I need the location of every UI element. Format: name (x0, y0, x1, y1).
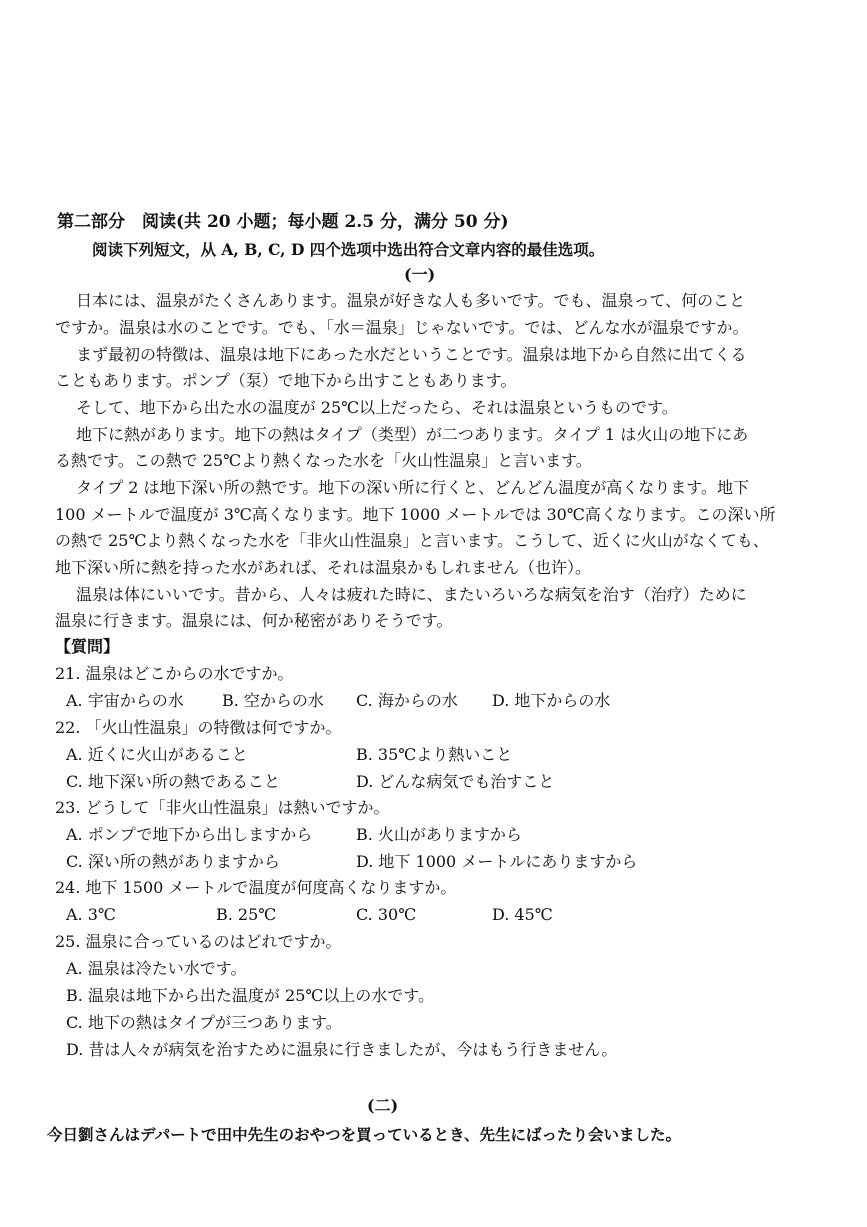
passage2-first-line: 今日劉さんはデパートで田中先生のおやつを買っているとき、先生にばったり会いました。 (47, 1125, 681, 1144)
passage-line: 温泉は体にいいです。昔から、人々は疲れた時に、またいろいろな病気を治す（治疗）ために (76, 585, 747, 604)
passage1-number: (一) (404, 265, 436, 284)
answer-option[interactable]: B. 火山がありますから (356, 825, 522, 844)
passage-line: まず最初の特徴は、温泉は地下にあった水だということです。温泉は地下から自然に出てくる (76, 345, 747, 364)
passage-line: そして、地下から出た水の温度が 25℃以上だったら、それは温泉というものです。 (76, 398, 678, 417)
passage-line: 100 メートルで温度が 3℃高くなります。地下 1000 メートルでは 30℃高くなります。この深い所 (55, 505, 776, 524)
answer-option[interactable]: D. 地下からの水 (492, 691, 611, 710)
answer-option[interactable]: C. 地下深い所の熱であること (66, 772, 280, 791)
passage2-number: (二) (367, 1096, 399, 1115)
questions-heading: 【質問】 (55, 637, 120, 656)
passage-line: の熱で 25℃より熱くなった水を「非火山性温泉」と言います。こうして、近くに火山がなくても、 (55, 531, 769, 550)
answer-option[interactable]: C. 深い所の熱がありますから (66, 852, 280, 871)
answer-option[interactable]: A. 温泉は冷たい水です。 (66, 959, 247, 978)
answer-option[interactable]: D. 地下 1000 メートルにありますから (356, 852, 638, 871)
answer-option[interactable]: B. 25℃ (216, 905, 277, 924)
question-stem: 23. どうして「非火山性温泉」は熱いですか。 (55, 798, 390, 817)
answer-option[interactable]: D. どんな病気でも治すこと (356, 772, 555, 791)
passage-line: 温泉に行きます。温泉には、何か秘密がありそうです。 (55, 611, 453, 630)
passage-line: 日本には、温泉がたくさんあります。温泉が好きな人も多いです。でも、温泉って、何のこと (76, 291, 746, 310)
question-stem: 21. 温泉はどこからの水ですか。 (55, 664, 294, 683)
answer-option[interactable]: B. 空からの水 (222, 691, 324, 710)
answer-option[interactable]: A. 宇宙からの水 (66, 691, 184, 710)
answer-option[interactable]: C. 地下の熱はタイプが三つあります。 (66, 1013, 342, 1032)
answer-option[interactable]: A. 3℃ (66, 905, 116, 924)
answer-option[interactable]: A. ポンプで地下から出しますから (66, 825, 313, 844)
question-stem: 24. 地下 1500 メートルで温度が何度高くなりますか。 (55, 878, 457, 897)
passage-line: 地下に熱があります。地下の熱はタイプ（类型）が二つあります。タイプ 1 は火山の地下にあ (76, 425, 749, 444)
passage-line: タイプ 2 は地下深い所の熱です。地下の深い所に行くと、どんどん温度が高くなります。地下 (76, 478, 749, 497)
question-stem: 22. 「火山性温泉」の特徴は何ですか。 (55, 718, 342, 737)
answer-option[interactable]: B. 35℃より熱いこと (356, 745, 513, 764)
passage-line: ですか。温泉は水のことです。でも、「水＝温泉」じゃないです。では、どんな水が温泉ですか。 (55, 318, 749, 337)
answer-option[interactable]: D. 45℃ (492, 905, 553, 924)
question-stem: 25. 温泉に合っているのはどれですか。 (55, 932, 342, 951)
answer-option[interactable]: C. 30℃ (356, 905, 417, 924)
section-title: 第二部分 阅读(共 20 小题；每小题 2.5 分，满分 50 分) (57, 212, 509, 232)
passage-line: こともあります。ポンプ（泵）で地下から出すこともあります。 (55, 371, 517, 390)
answer-option[interactable]: A. 近くに火山があること (66, 745, 248, 764)
passage-line: 地下深い所に熱を持った水があれば、それは温泉かもしれません（也许）。 (55, 558, 592, 577)
answer-option[interactable]: D. 昔は人々が病気を治すために温泉に行きましたが、今はもう行きません。 (66, 1040, 618, 1059)
passage-line: る熱です。この熱で 25℃より熱くなった水を「火山性温泉」と言います。 (55, 451, 592, 470)
answer-option[interactable]: B. 温泉は地下から出た温度が 25℃以上の水です。 (66, 986, 434, 1005)
section-instruction: 阅读下列短文，从 A, B, C, D 四个选项中选出符合文章内容的最佳选项。 (92, 240, 605, 259)
answer-option[interactable]: C. 海からの水 (356, 691, 458, 710)
